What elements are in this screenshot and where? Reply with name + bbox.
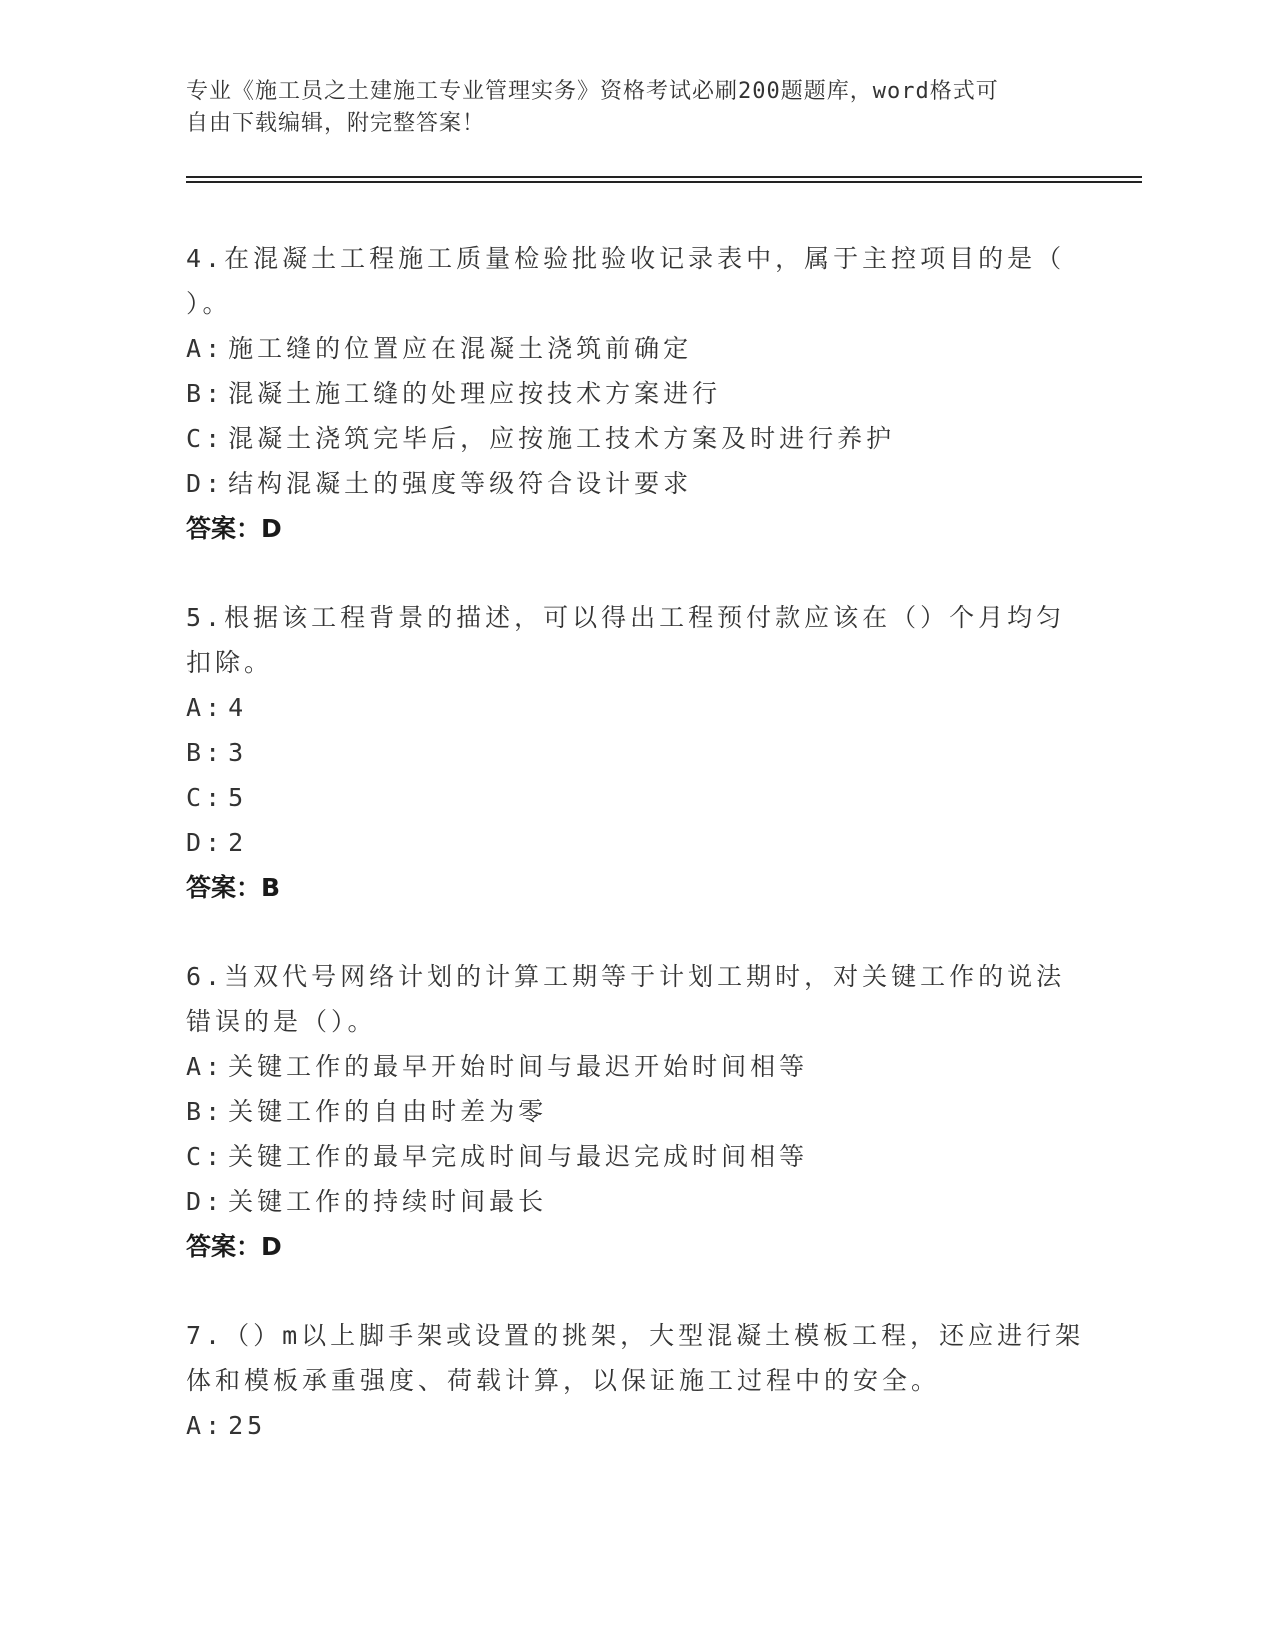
option-b: B: 混凝土施工缝的处理应按技术方案进行 bbox=[186, 379, 722, 408]
option-a: A: 关键工作的最早开始时间与最迟开始时间相等 bbox=[186, 1052, 809, 1081]
question-text-line: 5.根据该工程背景的描述，可以得出工程预付款应该在（）个月均匀 bbox=[186, 603, 1066, 632]
option-d: D: 2 bbox=[186, 828, 248, 857]
question-text bbox=[186, 954, 1086, 1044]
question-6 bbox=[186, 954, 1086, 1269]
question-text bbox=[186, 1313, 1086, 1403]
header-line-1: 专业《施工员之土建施工专业管理实务》资格考试必刷200题题库，word格式可 bbox=[186, 79, 999, 104]
question-text-line: 扣除。 bbox=[186, 648, 274, 677]
option-c: C: 5 bbox=[186, 783, 248, 812]
option-d: D: 结构混凝土的强度等级符合设计要求 bbox=[186, 469, 693, 498]
question-7 bbox=[186, 1313, 1086, 1448]
question-5 bbox=[186, 595, 1086, 910]
question-text-line: 7.（）m以上脚手架或设置的挑架，大型混凝土模板工程，还应进行架 bbox=[186, 1321, 1085, 1350]
document-header bbox=[186, 76, 1066, 140]
question-text-line: 4.在混凝土工程施工质量检验批验收记录表中，属于主控项目的是（ bbox=[186, 244, 1066, 273]
option-c: C: 关键工作的最早完成时间与最迟完成时间相等 bbox=[186, 1142, 809, 1171]
option-c: C: 混凝土浇筑完毕后，应按施工技术方案及时进行养护 bbox=[186, 424, 896, 453]
question-text bbox=[186, 236, 1086, 326]
question-text-line: ）。 bbox=[186, 289, 232, 318]
header-divider-top bbox=[186, 176, 1142, 178]
answer-label: 答案：D bbox=[186, 1232, 282, 1261]
option-a: A: 4 bbox=[186, 693, 248, 722]
question-text-line: 6.当双代号网络计划的计算工期等于计划工期时，对关键工作的说法 bbox=[186, 962, 1066, 991]
answer-label: 答案：B bbox=[186, 873, 281, 902]
option-b: B: 关键工作的自由时差为零 bbox=[186, 1097, 548, 1126]
question-text-line: 体和模板承重强度、荷载计算，以保证施工过程中的安全。 bbox=[186, 1366, 941, 1395]
question-4 bbox=[186, 236, 1086, 551]
question-list bbox=[186, 236, 1086, 1492]
option-b: B: 3 bbox=[186, 738, 248, 767]
option-a: A: 25 bbox=[186, 1411, 267, 1440]
header-line-2: 自由下载编辑，附完整答案！ bbox=[186, 111, 486, 136]
option-d: D: 关键工作的持续时间最长 bbox=[186, 1187, 548, 1216]
header-divider-bottom bbox=[186, 181, 1142, 183]
answer-label: 答案：D bbox=[186, 514, 282, 543]
question-text-line: 错误的是（）。 bbox=[186, 1007, 377, 1036]
option-a: A: 施工缝的位置应在混凝土浇筑前确定 bbox=[186, 334, 693, 363]
question-text bbox=[186, 595, 1086, 685]
